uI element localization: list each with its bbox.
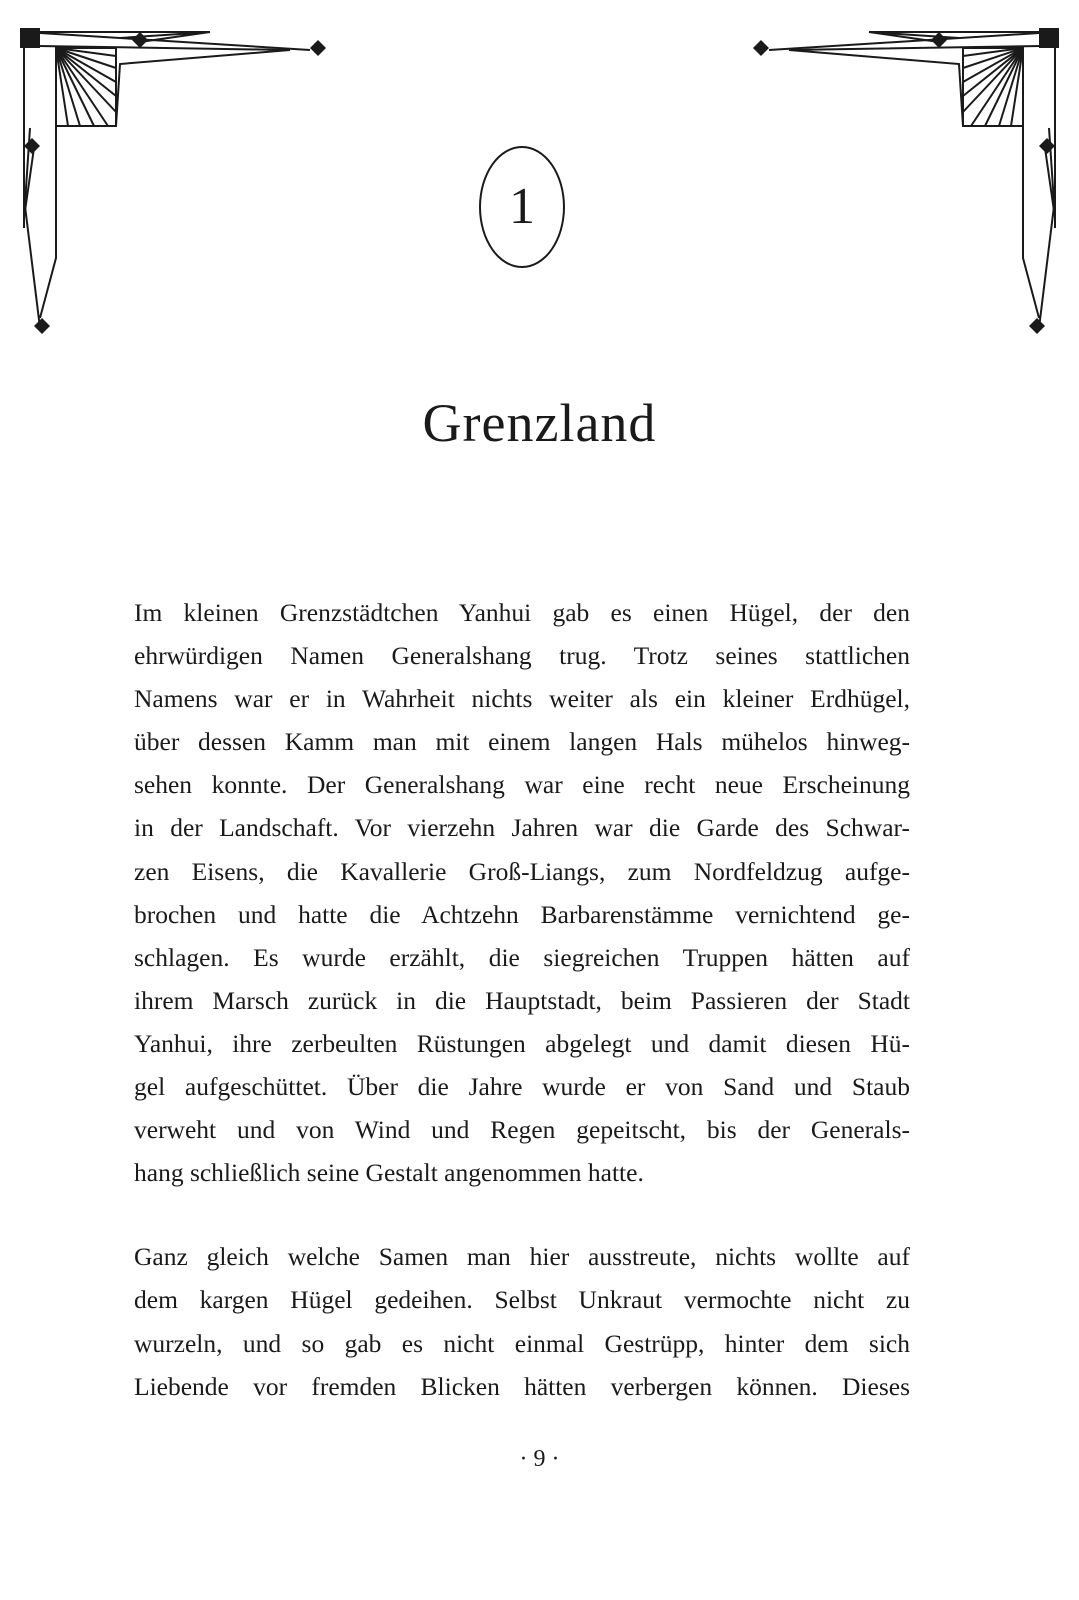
text-line: Liebende vor fremden Blicken hätten verbergen können. Dieses <box>134 1371 910 1401</box>
text-line: ihrem Marsch zurück in die Hauptstadt, beim Passieren der Stadt <box>134 985 910 1015</box>
paragraph <box>134 1235 910 1407</box>
text-line: verweht und von Wind und Regen gepeitscht, bis der Generals- <box>134 1115 910 1145</box>
text-line: schlagen. Es wurde erzählt, die siegreichen Truppen hätten auf <box>134 942 910 972</box>
text-line: Ganz gleich welche Samen man hier ausstreute, nichts wollte auf <box>134 1242 910 1272</box>
chapter-title: Grenzland <box>422 393 657 453</box>
text-line: brochen und hatte die Achtzehn Barbarenstämme vernichtend ge- <box>134 899 910 929</box>
chapter-number-badge <box>479 146 565 268</box>
chapter-number: 1 <box>509 178 535 235</box>
text-line: zen Eisens, die Kavallerie Groß-Liangs, zum Nordfeldzug aufge- <box>134 856 910 886</box>
text-line: Im kleinen Grenzstädtchen Yanhui gab es einen Hügel, der den <box>134 598 910 627</box>
text-line: wurzeln, und so gab es nicht einmal Gestrüpp, hinter dem sich <box>134 1328 910 1358</box>
corner-ornament-left-icon <box>20 28 350 348</box>
text-line: Namens war er in Wahrheit nichts weiter als ein kleiner Erdhügel, <box>134 684 910 714</box>
text-line: in der Landschaft. Vor vierzehn Jahren war die Garde des Schwar- <box>134 813 910 843</box>
page-number: · 9 · <box>519 1446 560 1472</box>
text-line: sehen konnte. Der Generalshang war eine recht neue Erscheinung <box>134 770 910 800</box>
text-line: hang schließlich seine Gestalt angenommen hatte. <box>134 1158 644 1188</box>
corner-ornament-right-icon <box>729 28 1059 348</box>
text-line: ehrwürdigen Namen Generalshang trug. Trotz seines stattlichen <box>134 641 910 671</box>
text-line: dem kargen Hügel gedeihen. Selbst Unkraut vermochte nicht zu <box>134 1285 910 1315</box>
text-line: Yanhui, ihre zerbeulten Rüstungen abgelegt und damit diesen Hü- <box>134 1028 910 1058</box>
text-line: gel aufgeschüttet. Über die Jahre wurde er von Sand und Staub <box>134 1072 910 1102</box>
paragraph <box>134 591 910 1194</box>
text-line: über dessen Kamm man mit einem langen Hals mühelos hinweg- <box>134 727 910 757</box>
body-text <box>134 591 910 1408</box>
